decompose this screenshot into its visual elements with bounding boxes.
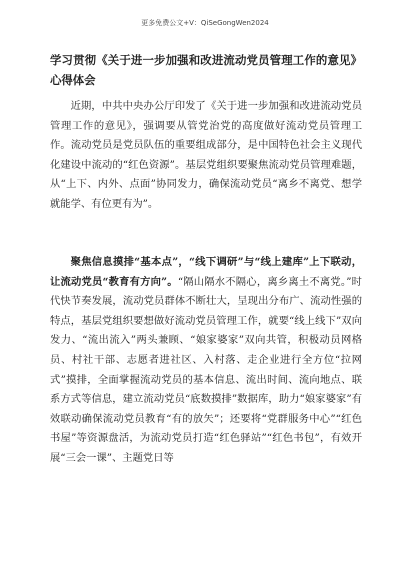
paragraph-2-body: “隔山隔水不隔心，离乡离土不离党。”时代快节奏发展，流动党员群体不断壮大，呈现出分布广、流动性强的特点，基层党组织要想做好流动党员管理工作，就要“线上线下”双向发力、“流出流入”两头兼顾、“娘家婆家”双向共管，积极动员网格员、村社干部、志愿者进社区、入村落、走企业进行全方位“拉网式”摸排，全面掌握流动党员的基本信息、流出时间、流向地点、联系方式等信息，建立流动党员“底数摸排”数据库，助力“娘家婆家”有效联动确保流动党员教育“有的放矢”；还要将“党群服务中心”“红色书屋”等资源盘活，为流动党员打造“红色驿站”“红色书包”，有效开展“三会一课”、主题党日等 bbox=[50, 275, 362, 464]
paragraph-1: 近期，中共中央办公厅印发了《关于进一步加强和改进流动党员管理工作的意见》，强调要从管党治党的高度做好流动党员管理工作。流动党员是党员队伍的重要组成部分，是中国特色社会主义现代化建设中流动的“红色资源”。基层党组织要聚焦流动党员管理难题，从“上下、内外、点面”协同发力，确保流动党员“离乡不离党、想学就能学、有位更有为”。 bbox=[50, 100, 362, 210]
paragraph-2 bbox=[50, 253, 362, 469]
header-watermark-line: 更多免费公文+V：QiSeGongWen2024 bbox=[141, 19, 269, 27]
paragraph-2-heading: 聚焦信息摸排“基本点”，“线下调研”与“线上建库”上下联动，让流动党员“教育有方向”。 bbox=[50, 256, 362, 288]
document-title: 学习贯彻《关于进一步加强和改进流动党员管理工作的意见》心得体会 bbox=[50, 53, 362, 87]
